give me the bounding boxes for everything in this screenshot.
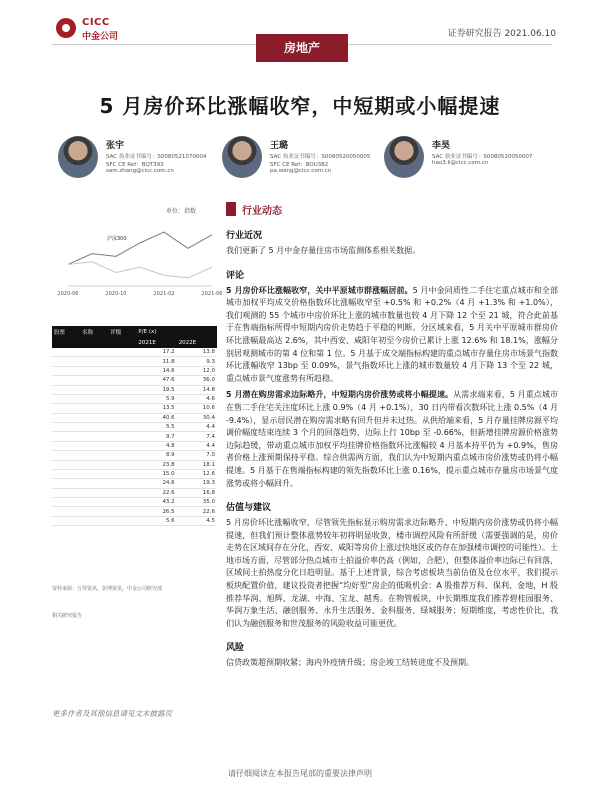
author-email[interactable]: pa.wang@cicc.com.cn <box>270 168 332 174</box>
table-cell <box>52 460 80 469</box>
table-cell: 11.8 <box>136 357 176 366</box>
table-row <box>52 460 217 469</box>
table-cell <box>108 441 136 450</box>
table-row <box>52 376 217 385</box>
table-cell <box>52 423 80 432</box>
table-cell: 15.0 <box>136 469 176 478</box>
table-cell <box>108 432 136 441</box>
sector-tag: 房地产 <box>256 34 348 62</box>
paragraph <box>226 389 558 490</box>
paragraph-lead: 5 月房价环比涨幅收窄，关中平原城市群涨幅居前。 <box>226 285 413 295</box>
table-cell: 4.6 <box>177 394 217 403</box>
author-sac: SAC 执业证书编号：S0080520050005 <box>270 154 371 160</box>
table-row <box>52 385 217 394</box>
table-cell: 40.6 <box>136 413 176 422</box>
author-sac: SAC 执业证书编号：S0080521070004 <box>106 154 207 160</box>
section-bar <box>226 202 236 216</box>
table-cell <box>80 376 108 385</box>
paragraph: 5 月房价环比涨幅收窄，尽管领先指标显示购房需求边际略升、中短期内房价涨势或仍将小幅提速，但我们预计整体涨势较年初将明显收敛，楼市调控风险有所舒缓（需要强调的是，房价走势在区域间存在分化，西安、咸阳等房价上涨过快地区或仍存在加强楼市调控的可能性）。土地市场方面，尽管部分热点城市土拍溢价率仍高（例如，合肥），但整体溢价率边际已有回落，区域间土拍热度分化日趋明显。基于上述背景，综合考虑板块当前估值及仓位水平，我们提示板块配置价值，建议投资者把握“均好型”房企的低吸机会：A 股推荐万科、保利、金地，H 股推荐华润、旭辉、龙湖、中海、宝龙、越秀。在物管板块，中长期维度我们推荐碧桂园服务、华润万象生活、融创服务、永升生活服务、金科服务、绿城服务；短期维度，考虑性价比，我们认为融创服务和世茂服务的风险收益可能更优。 <box>226 518 558 628</box>
table-cell <box>80 488 108 497</box>
x-tick-label: 2021-02 <box>153 291 175 297</box>
paragraph <box>226 285 558 386</box>
stock-table <box>52 326 217 526</box>
report-meta: 证券研究报告 2021.06.10 <box>447 29 556 39</box>
table-cell <box>108 423 136 432</box>
table-cell: 12.6 <box>177 469 217 478</box>
main-content <box>226 200 558 670</box>
table-cell <box>108 460 136 469</box>
author-card <box>222 136 382 184</box>
col-subheader: 2022E <box>177 338 217 348</box>
company-logo-icon <box>56 18 76 38</box>
table-cell <box>108 394 136 403</box>
table-cell <box>80 516 108 525</box>
paragraph: 信贷政策超预期收紧；海内外疫情升级；房企竣工结转进度不及预期。 <box>226 658 474 668</box>
table-cell <box>80 432 108 441</box>
table-cell <box>108 488 136 497</box>
table-cell <box>108 516 136 525</box>
table-row <box>52 498 217 507</box>
table-cell <box>108 404 136 413</box>
table-cell <box>108 507 136 516</box>
table-cell <box>108 469 136 478</box>
subhead-risk: 风险 <box>226 643 245 654</box>
table-cell <box>108 366 136 375</box>
x-tick-label: 2020-06 <box>57 291 79 297</box>
col-header: 名称 <box>80 326 108 338</box>
table-source: 资料来源：万得资讯，彭博资讯，中金公司研究部 <box>52 586 163 592</box>
table-row <box>52 441 217 450</box>
col-header: 股票 <box>52 326 80 338</box>
table-cell <box>80 366 108 375</box>
table-row <box>52 488 217 497</box>
table-cell <box>80 348 108 357</box>
table-row <box>52 394 217 403</box>
table-cell: 10.6 <box>177 404 217 413</box>
table-row <box>52 479 217 488</box>
table-cell: 4.4 <box>177 441 217 450</box>
table-cell: 26.5 <box>136 507 176 516</box>
table-cell <box>52 366 80 375</box>
table-cell <box>108 348 136 357</box>
table-cell <box>80 385 108 394</box>
table-row <box>52 516 217 525</box>
table-cell <box>52 394 80 403</box>
table-row <box>52 423 217 432</box>
table-cell: 5.5 <box>136 423 176 432</box>
paragraph-lead: 5 月潜在购房需求边际略升，中短期内房价涨势或将小幅提速。 <box>226 390 454 400</box>
chart-legend: 沪深300 <box>107 236 127 242</box>
author-email[interactable]: hao3.li@cicc.com.cn <box>432 160 489 166</box>
logo-text-cn: 中金公司 <box>82 32 119 42</box>
table-cell: 7.0 <box>177 451 217 460</box>
table-cell <box>52 469 80 478</box>
author-name: 李昊 <box>432 141 451 151</box>
table-cell <box>52 404 80 413</box>
table-cell <box>52 348 80 357</box>
table-cell <box>52 488 80 497</box>
table-cell: 5.9 <box>136 394 176 403</box>
table-cell: 8.9 <box>136 451 176 460</box>
table-row <box>52 507 217 516</box>
table-cell: 16.8 <box>177 488 217 497</box>
table-cell: 47.6 <box>136 376 176 385</box>
col-header: 评级 <box>108 326 136 338</box>
col-subheader <box>108 338 136 348</box>
author-sfc: SFC CE Ref：BQT393 <box>106 162 164 168</box>
col-subheader: 2021E <box>136 338 176 348</box>
table-cell <box>52 516 80 525</box>
table-cell <box>52 357 80 366</box>
table-cell: 17.2 <box>136 348 176 357</box>
table-cell <box>80 394 108 403</box>
table-cell <box>52 385 80 394</box>
section-title: 行业动态 <box>242 206 282 217</box>
col-subheader <box>80 338 108 348</box>
table-cell: 24.6 <box>136 479 176 488</box>
table-cell: 4.4 <box>177 423 217 432</box>
table-cell <box>80 423 108 432</box>
subhead-valuation: 估值与建议 <box>226 503 272 514</box>
table-cell <box>80 498 108 507</box>
table-cell: 22.6 <box>177 507 217 516</box>
table-cell <box>52 451 80 460</box>
subhead-comment: 评论 <box>226 270 245 281</box>
table-subheader-row <box>52 338 217 348</box>
table-cell: 4.8 <box>136 441 176 450</box>
table-cell <box>80 469 108 478</box>
table-cell <box>108 479 136 488</box>
table-cell <box>52 479 80 488</box>
table-cell <box>52 432 80 441</box>
table-cell <box>80 441 108 450</box>
table-cell: 13.8 <box>177 348 217 357</box>
table-cell <box>52 507 80 516</box>
table-row <box>52 348 217 357</box>
series-line <box>68 262 212 278</box>
table-row <box>52 357 217 366</box>
table-cell <box>80 507 108 516</box>
footer-disclaimer: 请仔细阅读在本报告尾部的重要法律声明 <box>228 769 372 778</box>
table-cell <box>52 376 80 385</box>
table-cell: 23.8 <box>136 460 176 469</box>
stock-chart <box>52 206 223 311</box>
avatar <box>384 136 424 178</box>
table-cell: 43.2 <box>136 498 176 507</box>
col-subheader <box>52 338 80 348</box>
avatar <box>222 136 262 178</box>
table-header-row <box>52 326 217 338</box>
table-cell: 19.3 <box>177 479 217 488</box>
table-cell <box>80 357 108 366</box>
table-cell: 19.5 <box>136 385 176 394</box>
section-header <box>226 200 558 218</box>
paragraph: 我们更新了 5 月中金存量住房市场监测体系相关数据。 <box>226 246 421 255</box>
avatar <box>58 136 98 178</box>
x-tick-label: 2021-06 <box>201 291 223 297</box>
table-cell: 36.0 <box>177 376 217 385</box>
table-row <box>52 404 217 413</box>
report-title: 5 月房价环比涨幅收窄，中短期或小幅提速 <box>99 94 501 118</box>
author-card <box>58 136 218 184</box>
table-row <box>52 366 217 375</box>
author-name: 张宇 <box>106 141 125 151</box>
table-row <box>52 451 217 460</box>
table-cell <box>108 385 136 394</box>
series-line <box>68 232 212 264</box>
author-email[interactable]: sam.zhang@cicc.com.cn <box>106 168 174 174</box>
table-cell <box>52 498 80 507</box>
x-tick-label: 2020-10 <box>105 291 127 297</box>
table-cell: 5.6 <box>136 516 176 525</box>
table-cell <box>80 451 108 460</box>
table-cell: 7.4 <box>177 432 217 441</box>
paragraph-body: 5 月中金同质性二手住宅重点城市和全部城市加权平均成交价格指数环比涨幅收窄至 +0.5% 和 +0.2%（4 月 +1.3% 和 +1.0%），我们观测的 55 个城市中房价环比上涨的城市数量也较 4 月下降 12 个至 21 城，符合此前基于在售端指标所得中短期内房价走势趋于平稳的判断。分区域来看，5 月关中平原城市群房价环比涨幅最高达 2.6%，其中西安、咸阳年初至今房价已累计上涨 12.6% 和 18.1%，涨幅分别居观测城市的第 4 位和第 1 位。5 月基于成交端指标构建的重点城市存量住房市场景气指数环比涨幅收窄 13bp 至 0.09%，景气指数环比上涨的城市数量较 4 月下降 13 个至 22 城，重点城市景气度涨势有所趋稳。 <box>226 285 558 383</box>
table-row <box>52 413 217 422</box>
subhead-recent: 行业近况 <box>226 231 263 241</box>
table-cell <box>80 479 108 488</box>
table-row <box>52 469 217 478</box>
chart-unit: 单位：指数 <box>166 208 197 215</box>
table-cell <box>108 413 136 422</box>
more-authors-note: 更多作者及其他信息请见文末披露页 <box>52 709 172 718</box>
table-cell: 4.5 <box>177 516 217 525</box>
author-name: 王璐 <box>270 141 289 151</box>
table-cell: 12.0 <box>177 366 217 375</box>
table-cell: 14.8 <box>177 385 217 394</box>
table-cell: 22.6 <box>136 488 176 497</box>
table-cell <box>80 413 108 422</box>
table-cell: 9.7 <box>136 432 176 441</box>
author-card <box>384 136 544 184</box>
logo-text-en: CICC <box>82 17 110 28</box>
table-cell: 35.0 <box>177 498 217 507</box>
table-cell <box>80 460 108 469</box>
col-header: P/E (x) <box>136 326 217 338</box>
table-cell <box>108 498 136 507</box>
table-cell: 14.6 <box>136 366 176 375</box>
table-cell: 13.5 <box>136 404 176 413</box>
table-cell <box>80 404 108 413</box>
author-sac: SAC 执业证书编号：S0080520050007 <box>432 154 533 160</box>
table-cell <box>52 441 80 450</box>
table-cell: 18.1 <box>177 460 217 469</box>
table-cell <box>108 451 136 460</box>
table-cell: 9.3 <box>177 357 217 366</box>
author-sfc: SFC CE Ref：BOU382 <box>270 162 329 168</box>
table-cell <box>52 413 80 422</box>
table-cell: 30.4 <box>177 413 217 422</box>
paragraph-body: 从需求端来看，5 月重点城市在售二手住宅关注度环比上涨 0.9%（4 月 +0.1%），30 日内带看次数环比上涨 0.5%（4 月 -9.4%），显示居民潜在购房需求略有回升但并未过热。从供给端来看，5 月存量挂牌房源平均调价幅度结束连续 3 个月的回落趋势，边际上行 10bp 至 -0.66%，但新增挂牌房源价格涨势边际趋缓，带动重点城市加权平均挂牌价格指数环比涨幅较 4 月基本持平仍为 +0.9%，售房者价格上涨预期保持平稳。综合供需两方面，我们认为中短期内重点城市房价涨势或仍将小幅提速。5 月基于在售端指标构建的领先指数环比上涨 0.16%，提示重点城市存量房市场景气度涨势或将小幅回升。 <box>226 390 558 488</box>
related-reports-label: 相关研究报告 <box>52 613 83 619</box>
table-row <box>52 432 217 441</box>
table-cell <box>108 357 136 366</box>
table-cell <box>108 376 136 385</box>
